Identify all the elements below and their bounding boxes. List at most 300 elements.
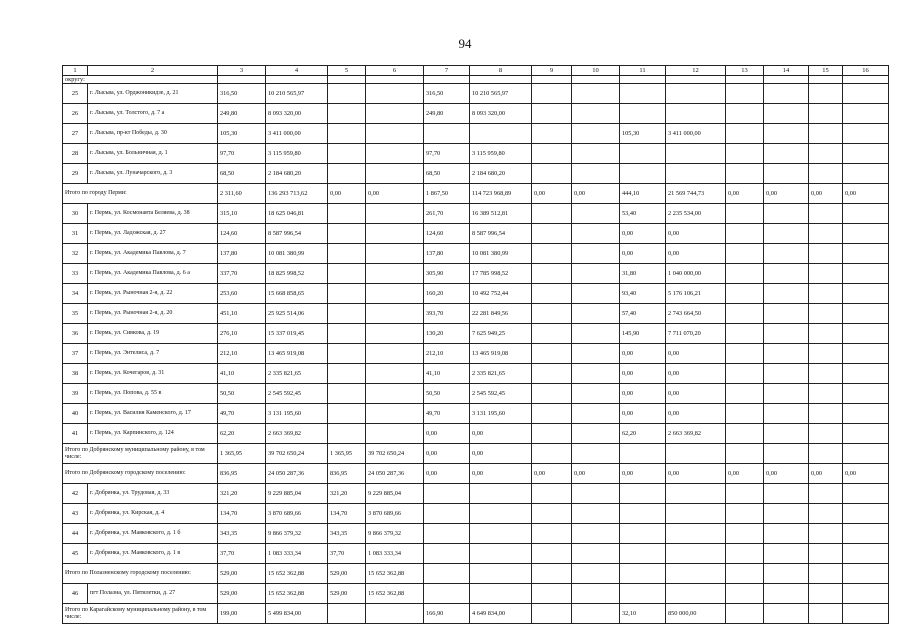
value-cell — [328, 144, 366, 164]
value-cell: 529,00 — [218, 564, 266, 584]
value-cell: 0,00 — [424, 444, 470, 464]
header-cell: 10 — [572, 66, 620, 76]
value-cell — [809, 404, 843, 424]
value-cell — [366, 304, 424, 324]
address-cell: г. Пермь, ул. Академика Павлова, д. 6 а — [88, 264, 218, 284]
value-cell — [572, 524, 620, 544]
value-cell — [572, 164, 620, 184]
value-cell — [726, 504, 764, 524]
value-cell — [620, 444, 666, 464]
value-cell: 0,00 — [532, 184, 572, 204]
value-cell — [843, 224, 889, 244]
value-cell: 57,40 — [620, 304, 666, 324]
value-cell: 0,00 — [843, 464, 889, 484]
value-cell — [809, 424, 843, 444]
header-cell: 9 — [532, 66, 572, 76]
value-cell — [726, 584, 764, 604]
empty-cell — [726, 76, 764, 84]
value-cell — [532, 504, 572, 524]
value-cell — [572, 424, 620, 444]
value-cell — [726, 164, 764, 184]
section-label-row — [63, 76, 889, 84]
row-number: 29 — [63, 164, 88, 184]
value-cell: 343,35 — [328, 524, 366, 544]
address-cell: г. Добрянка, ул. Маяковского, д. 1 б — [88, 524, 218, 544]
value-cell — [809, 244, 843, 264]
empty-cell — [218, 76, 266, 84]
table-row — [63, 204, 889, 224]
value-cell — [328, 344, 366, 364]
address-cell: г. Пермь, ул. Космонавта Беляева, д. 38 — [88, 204, 218, 224]
header-row — [63, 66, 889, 76]
value-cell — [366, 164, 424, 184]
row-number: 38 — [63, 364, 88, 384]
value-cell: 136 293 713,62 — [266, 184, 328, 204]
value-cell — [366, 424, 424, 444]
value-cell: 529,00 — [328, 564, 366, 584]
value-cell — [532, 364, 572, 384]
value-cell — [726, 364, 764, 384]
value-cell: 2 545 592,45 — [266, 384, 328, 404]
value-cell: 37,70 — [218, 544, 266, 564]
value-cell: 2 184 680,20 — [266, 164, 328, 184]
table-row — [63, 544, 889, 564]
value-cell: 315,10 — [218, 204, 266, 224]
value-cell — [726, 544, 764, 564]
address-cell: г. Лысьва, ул. Луначарского, д. 3 — [88, 164, 218, 184]
value-cell — [843, 304, 889, 324]
value-cell — [809, 504, 843, 524]
address-cell: г. Пермь, ул. Академика Павлова, д. 7 — [88, 244, 218, 264]
value-cell — [726, 224, 764, 244]
value-cell — [726, 564, 764, 584]
address-cell: пгт Полазна, ул. Пятилетки, д. 27 — [88, 584, 218, 604]
value-cell — [572, 604, 620, 624]
value-cell — [666, 544, 726, 564]
value-cell: 451,10 — [218, 304, 266, 324]
value-cell — [666, 84, 726, 104]
value-cell — [764, 84, 809, 104]
value-cell — [366, 404, 424, 424]
value-cell — [843, 504, 889, 524]
value-cell: 137,80 — [424, 244, 470, 264]
value-cell: 0,00 — [532, 464, 572, 484]
value-cell — [666, 484, 726, 504]
table-row — [63, 524, 889, 544]
value-cell — [328, 244, 366, 264]
value-cell: 0,00 — [620, 344, 666, 364]
value-cell — [726, 144, 764, 164]
value-cell: 0,00 — [666, 384, 726, 404]
value-cell — [572, 264, 620, 284]
value-cell — [532, 604, 572, 624]
value-cell: 4 649 834,00 — [470, 604, 532, 624]
value-cell: 393,70 — [424, 304, 470, 324]
value-cell — [726, 304, 764, 324]
total-label: Итого по Карагайскому муниципальному району, в том числе: — [63, 604, 218, 624]
row-number: 31 — [63, 224, 88, 244]
row-number: 34 — [63, 284, 88, 304]
value-cell — [572, 544, 620, 564]
empty-cell — [620, 76, 666, 84]
value-cell — [572, 104, 620, 124]
value-cell — [764, 124, 809, 144]
value-cell: 25 925 514,06 — [266, 304, 328, 324]
value-cell: 0,00 — [764, 184, 809, 204]
value-cell — [764, 604, 809, 624]
value-cell — [843, 164, 889, 184]
value-cell — [366, 224, 424, 244]
address-cell: г. Лысьва, ул. Больничная, д. 1 — [88, 144, 218, 164]
value-cell — [470, 564, 532, 584]
value-cell — [366, 104, 424, 124]
value-cell — [764, 584, 809, 604]
total-label: Итого по Полазненскому городскому поселению: — [63, 564, 218, 584]
value-cell — [764, 164, 809, 184]
value-cell — [366, 144, 424, 164]
table-row — [63, 164, 889, 184]
value-cell — [726, 244, 764, 264]
page-number: 94 — [458, 36, 472, 51]
value-cell — [726, 444, 764, 464]
value-cell — [366, 244, 424, 264]
value-cell: 15 652 362,88 — [266, 564, 328, 584]
value-cell — [726, 524, 764, 544]
total-row — [63, 464, 889, 484]
row-number: 43 — [63, 504, 88, 524]
value-cell — [764, 244, 809, 264]
value-cell: 836,95 — [328, 464, 366, 484]
value-cell — [532, 104, 572, 124]
value-cell — [843, 484, 889, 504]
value-cell: 2 335 821,65 — [266, 364, 328, 384]
value-cell — [843, 284, 889, 304]
value-cell — [366, 204, 424, 224]
value-cell: 7 711 070,20 — [666, 324, 726, 344]
value-cell — [726, 404, 764, 424]
value-cell: 0,00 — [470, 444, 532, 464]
value-cell: 114 723 968,89 — [470, 184, 532, 204]
value-cell: 31,80 — [620, 264, 666, 284]
value-cell: 529,00 — [218, 584, 266, 604]
value-cell — [666, 444, 726, 464]
value-cell — [809, 104, 843, 124]
header-cell: 15 — [809, 66, 843, 76]
value-cell: 8 093 320,00 — [266, 104, 328, 124]
value-cell: 2 663 369,82 — [266, 424, 328, 444]
value-cell: 0,00 — [620, 244, 666, 264]
empty-cell — [266, 76, 328, 84]
value-cell — [532, 144, 572, 164]
value-cell — [620, 144, 666, 164]
value-cell: 2 335 821,65 — [470, 364, 532, 384]
value-cell: 3 411 000,00 — [266, 124, 328, 144]
value-cell: 50,50 — [218, 384, 266, 404]
value-cell — [809, 84, 843, 104]
header-cell: 8 — [470, 66, 532, 76]
value-cell: 8 587 996,54 — [266, 224, 328, 244]
row-number: 35 — [63, 304, 88, 324]
value-cell — [470, 544, 532, 564]
row-number: 45 — [63, 544, 88, 564]
row-number: 42 — [63, 484, 88, 504]
value-cell — [620, 504, 666, 524]
value-cell — [532, 564, 572, 584]
value-cell: 316,50 — [218, 84, 266, 104]
value-cell: 836,95 — [218, 464, 266, 484]
row-number: 27 — [63, 124, 88, 144]
value-cell — [726, 344, 764, 364]
value-cell — [366, 84, 424, 104]
value-cell: 21 569 744,73 — [666, 184, 726, 204]
value-cell — [572, 364, 620, 384]
value-cell: 0,00 — [666, 364, 726, 384]
header-cell: 1 — [63, 66, 88, 76]
value-cell: 3 870 689,66 — [266, 504, 328, 524]
value-cell — [809, 524, 843, 544]
value-cell — [620, 164, 666, 184]
value-cell — [328, 384, 366, 404]
row-number: 46 — [63, 584, 88, 604]
value-cell — [532, 384, 572, 404]
value-cell — [764, 324, 809, 344]
row-number: 26 — [63, 104, 88, 124]
value-cell — [532, 404, 572, 424]
value-cell — [843, 604, 889, 624]
total-label: Итого по Добрянскому городскому поселению: — [63, 464, 218, 484]
value-cell — [764, 104, 809, 124]
value-cell — [572, 484, 620, 504]
value-cell — [809, 264, 843, 284]
value-cell — [809, 324, 843, 344]
total-row — [63, 604, 889, 624]
value-cell: 2 743 664,50 — [666, 304, 726, 324]
value-cell — [843, 564, 889, 584]
value-cell — [470, 584, 532, 604]
header-cell: 14 — [764, 66, 809, 76]
value-cell: 850 000,00 — [666, 604, 726, 624]
address-cell: г. Пермь, ул. Карпинского, д. 124 — [88, 424, 218, 444]
value-cell — [809, 544, 843, 564]
value-cell — [620, 484, 666, 504]
value-cell — [532, 324, 572, 344]
value-cell: 9 866 379,32 — [266, 524, 328, 544]
value-cell: 18 625 046,81 — [266, 204, 328, 224]
value-cell — [764, 404, 809, 424]
total-label: Итого по городу Перми: — [63, 184, 218, 204]
value-cell — [764, 344, 809, 364]
empty-cell — [424, 76, 470, 84]
value-cell — [726, 604, 764, 624]
value-cell — [328, 424, 366, 444]
row-number: 36 — [63, 324, 88, 344]
row-number: 44 — [63, 524, 88, 544]
value-cell: 49,70 — [424, 404, 470, 424]
value-cell — [809, 284, 843, 304]
value-cell: 97,70 — [218, 144, 266, 164]
row-number: 39 — [63, 384, 88, 404]
value-cell: 24 050 287,36 — [366, 464, 424, 484]
value-cell: 337,70 — [218, 264, 266, 284]
value-cell — [809, 384, 843, 404]
value-cell — [532, 424, 572, 444]
row-number: 33 — [63, 264, 88, 284]
value-cell — [809, 164, 843, 184]
address-cell: г. Лысьва, пр-кт Победы, д. 30 — [88, 124, 218, 144]
table-row — [63, 304, 889, 324]
header-cell: 2 — [88, 66, 218, 76]
value-cell — [424, 124, 470, 144]
value-cell — [532, 544, 572, 564]
header-cell: 12 — [666, 66, 726, 76]
value-cell — [532, 484, 572, 504]
value-cell: 10 081 380,99 — [266, 244, 328, 264]
table-row — [63, 484, 889, 504]
table-row — [63, 244, 889, 264]
value-cell: 1 040 000,00 — [666, 264, 726, 284]
value-cell: 0,00 — [726, 184, 764, 204]
row-number: 25 — [63, 84, 88, 104]
value-cell: 3 115 959,80 — [266, 144, 328, 164]
value-cell: 0,00 — [620, 464, 666, 484]
value-cell: 0,00 — [620, 364, 666, 384]
value-cell — [809, 564, 843, 584]
table-row — [63, 584, 889, 604]
empty-cell — [809, 76, 843, 84]
empty-cell — [843, 76, 889, 84]
value-cell — [843, 324, 889, 344]
value-cell: 0,00 — [424, 424, 470, 444]
value-cell: 249,80 — [218, 104, 266, 124]
value-cell — [726, 104, 764, 124]
value-cell — [366, 264, 424, 284]
value-cell — [424, 584, 470, 604]
value-cell — [572, 584, 620, 604]
empty-cell — [328, 76, 366, 84]
value-cell: 3 411 000,00 — [666, 124, 726, 144]
value-cell: 16 389 512,81 — [470, 204, 532, 224]
value-cell: 249,80 — [424, 104, 470, 124]
value-cell — [809, 364, 843, 384]
value-cell — [843, 344, 889, 364]
value-cell: 1 365,95 — [218, 444, 266, 464]
value-cell — [572, 224, 620, 244]
value-cell — [572, 564, 620, 584]
total-row — [63, 184, 889, 204]
table-row — [63, 424, 889, 444]
value-cell: 0,00 — [572, 184, 620, 204]
address-cell: г. Добрянка, ул. Маяковского, д. 1 в — [88, 544, 218, 564]
value-cell: 17 785 998,52 — [470, 264, 532, 284]
value-cell: 0,00 — [843, 184, 889, 204]
value-cell: 2 545 592,45 — [470, 384, 532, 404]
value-cell: 8 093 320,00 — [470, 104, 532, 124]
value-cell — [620, 84, 666, 104]
address-cell: г. Добрянка, ул. Кирская, д. 4 — [88, 504, 218, 524]
value-cell: 130,20 — [424, 324, 470, 344]
value-cell: 15 652 362,88 — [366, 564, 424, 584]
value-cell: 50,50 — [424, 384, 470, 404]
value-cell — [328, 364, 366, 384]
header-cell: 3 — [218, 66, 266, 76]
value-cell: 0,00 — [666, 404, 726, 424]
value-cell: 93,40 — [620, 284, 666, 304]
value-cell: 24 050 287,36 — [266, 464, 328, 484]
value-cell — [572, 204, 620, 224]
value-cell — [843, 124, 889, 144]
value-cell — [809, 344, 843, 364]
empty-cell — [764, 76, 809, 84]
value-cell: 261,70 — [424, 204, 470, 224]
table-row — [63, 144, 889, 164]
value-cell — [328, 304, 366, 324]
value-cell — [843, 404, 889, 424]
value-cell — [764, 424, 809, 444]
value-cell: 0,00 — [366, 184, 424, 204]
value-cell: 10 210 565,97 — [266, 84, 328, 104]
value-cell — [572, 404, 620, 424]
value-cell — [572, 244, 620, 264]
value-cell — [666, 564, 726, 584]
value-cell — [532, 204, 572, 224]
value-cell: 0,00 — [726, 464, 764, 484]
value-cell: 53,40 — [620, 204, 666, 224]
value-cell: 1 083 333,34 — [366, 544, 424, 564]
value-cell — [532, 84, 572, 104]
table-row — [63, 224, 889, 244]
value-cell: 0,00 — [809, 184, 843, 204]
value-cell: 134,70 — [218, 504, 266, 524]
value-cell — [532, 584, 572, 604]
value-cell — [764, 564, 809, 584]
value-cell: 22 281 849,56 — [470, 304, 532, 324]
value-cell: 0,00 — [666, 244, 726, 264]
value-cell — [620, 564, 666, 584]
value-cell: 0,00 — [470, 424, 532, 444]
value-cell: 3 131 195,60 — [266, 404, 328, 424]
value-cell — [764, 224, 809, 244]
value-cell — [843, 204, 889, 224]
value-cell — [532, 304, 572, 324]
header-cell: 4 — [266, 66, 328, 76]
table-row — [63, 324, 889, 344]
value-cell: 134,70 — [328, 504, 366, 524]
value-cell: 2 663 369,82 — [666, 424, 726, 444]
value-cell — [532, 524, 572, 544]
value-cell — [843, 144, 889, 164]
value-cell — [809, 304, 843, 324]
value-cell — [726, 324, 764, 344]
value-cell — [666, 504, 726, 524]
header-cell: 11 — [620, 66, 666, 76]
value-cell — [470, 504, 532, 524]
value-cell — [328, 124, 366, 144]
value-cell — [572, 324, 620, 344]
value-cell — [726, 264, 764, 284]
value-cell — [764, 264, 809, 284]
value-cell — [809, 444, 843, 464]
value-cell: 41,10 — [218, 364, 266, 384]
value-cell — [764, 284, 809, 304]
value-cell — [532, 444, 572, 464]
value-cell — [366, 384, 424, 404]
value-cell — [726, 204, 764, 224]
row-number: 40 — [63, 404, 88, 424]
value-cell: 3 115 959,80 — [470, 144, 532, 164]
section-label: округу: — [63, 76, 218, 84]
row-number: 32 — [63, 244, 88, 264]
value-cell — [532, 244, 572, 264]
